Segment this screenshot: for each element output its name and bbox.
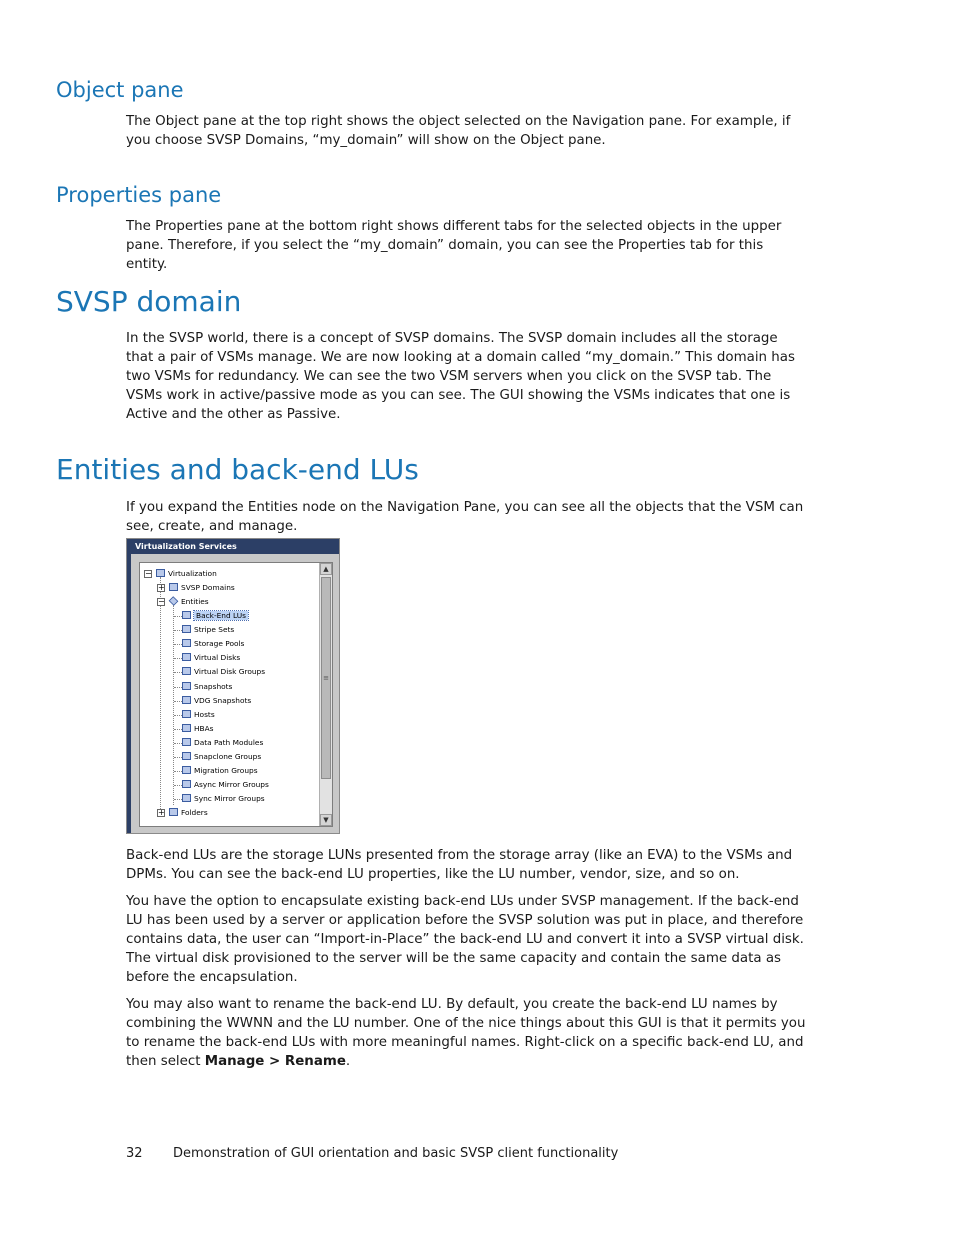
tree-node-svsp-domains[interactable]: SVSP Domains bbox=[169, 582, 235, 594]
domain-icon bbox=[169, 583, 178, 591]
expand-toggle-icon[interactable]: + bbox=[158, 808, 165, 817]
virtual-disk-group-icon bbox=[182, 667, 191, 675]
snapshot-icon bbox=[182, 682, 191, 690]
properties-pane-paragraph: The Properties pane at the bottom right shows different tabs for the selected objects in the upper pane. Therefore, if you select the “my_domain” domain, you can see the Properties tab for this entity. bbox=[126, 219, 782, 272]
dpm-icon bbox=[182, 738, 191, 746]
tree-node-vdg-snapshots[interactable]: VDG Snapshots bbox=[182, 695, 251, 707]
tree-connector bbox=[174, 616, 182, 617]
tree-connector bbox=[174, 701, 182, 702]
tree-connector bbox=[174, 687, 182, 688]
window-title: Virtualization Services bbox=[131, 539, 339, 554]
tree-node-virtualization[interactable]: Virtualization bbox=[156, 568, 217, 580]
lu-icon bbox=[182, 611, 191, 619]
tree-connector bbox=[174, 757, 182, 758]
page-number: 32 bbox=[126, 1146, 143, 1161]
entities-icon bbox=[169, 596, 179, 606]
tree-connector bbox=[174, 644, 182, 645]
collapse-toggle-icon[interactable]: − bbox=[158, 597, 165, 606]
stripe-set-icon bbox=[182, 625, 191, 633]
virtualization-icon bbox=[156, 569, 165, 577]
expand-toggle-icon[interactable]: + bbox=[158, 583, 165, 592]
snapclone-icon bbox=[182, 752, 191, 760]
virtual-disk-icon bbox=[182, 653, 191, 661]
tree-node-async-mirror-groups[interactable]: Async Mirror Groups bbox=[182, 779, 269, 791]
tree-node-entities[interactable]: Entities bbox=[169, 596, 209, 608]
svsp-domain-paragraph: In the SVSP world, there is a concept of SVSP domains. The SVSP domain includes all the storage that a pair of VSMs manage. We are now looking at a domain called “my_domain.” This domain has two VSMs for redundancy. We can see the two VSM servers when you click on the SVSP tab. The VSMs work in active/passive mode as you can see. The GUI showing the VSMs indicates that one is Active and the other as Passive. bbox=[126, 331, 795, 422]
tree-connector bbox=[160, 577, 161, 817]
window-edge bbox=[127, 539, 131, 833]
menu-path: Manage > Rename bbox=[204, 1054, 346, 1069]
rename-paragraph: You may also want to rename the back-end LU. By default, you create the back-end LU names by combining the WWNN and the LU number. One of the nice things about this GUI is that it permits you to rename the back-end LUs with more meaningful names. Right-click on a specific back-end LU, and then select Manage > Rename. bbox=[126, 997, 806, 1069]
tree-connector bbox=[174, 672, 182, 673]
object-pane-paragraph: The Object pane at the top right shows the object selected on the Navigation pane. For example, if you choose SVSP Domains, “my_domain” will show on the Object pane. bbox=[126, 114, 791, 148]
tree-node-sync-mirror-groups[interactable]: Sync Mirror Groups bbox=[182, 793, 265, 805]
migration-icon bbox=[182, 766, 191, 774]
tree-node-migration-groups[interactable]: Migration Groups bbox=[182, 765, 258, 777]
tree-node-virtual-disk-groups[interactable]: Virtual Disk Groups bbox=[182, 666, 265, 678]
tree-node-back-end-lus[interactable]: Back-End LUs bbox=[182, 610, 248, 622]
tree-node-hosts[interactable]: Hosts bbox=[182, 709, 215, 721]
collapse-toggle-icon[interactable]: − bbox=[145, 569, 152, 578]
scroll-down-button[interactable]: ▼ bbox=[320, 814, 332, 826]
tree-connector bbox=[174, 785, 182, 786]
scroll-up-button[interactable]: ▲ bbox=[320, 563, 332, 575]
tree-node-storage-pools[interactable]: Storage Pools bbox=[182, 638, 244, 650]
tree-connector bbox=[174, 771, 182, 772]
sync-mirror-icon bbox=[182, 794, 191, 802]
tree-node-hbas[interactable]: HBAs bbox=[182, 723, 214, 735]
tree-connector bbox=[174, 799, 182, 800]
host-icon bbox=[182, 710, 191, 718]
folder-icon bbox=[169, 808, 178, 816]
navigation-pane-screenshot bbox=[126, 538, 340, 834]
backend-lus-paragraph: Back-end LUs are the storage LUNs presented from the storage array (like an EVA) to the VSMs and DPMs. You can see the back-end LU properties, like the LU number, vendor, size, and so on. bbox=[126, 848, 793, 882]
heading-entities: Entities and back-end LUs bbox=[56, 453, 419, 486]
storage-pool-icon bbox=[182, 639, 191, 647]
tree-node-data-path-modules[interactable]: Data Path Modules bbox=[182, 737, 263, 749]
heading-svsp-domain: SVSP domain bbox=[56, 285, 242, 318]
vdg-snapshot-icon bbox=[182, 696, 191, 704]
entities-intro-paragraph: If you expand the Entities node on the Navigation Pane, you can see all the objects that the VSM can see, create, and manage. bbox=[126, 500, 804, 534]
tree-node-stripe-sets[interactable]: Stripe Sets bbox=[182, 624, 234, 636]
scroll-thumb[interactable]: ≡ bbox=[321, 577, 331, 779]
vertical-scrollbar[interactable] bbox=[319, 563, 332, 826]
tree-node-folders[interactable]: Folders bbox=[169, 807, 208, 819]
footer-title: Demonstration of GUI orientation and basic SVSP client functionality bbox=[173, 1146, 619, 1161]
tree-connector bbox=[174, 630, 182, 631]
heading-object-pane: Object pane bbox=[56, 78, 184, 102]
heading-properties-pane: Properties pane bbox=[56, 183, 222, 207]
tree-node-virtual-disks[interactable]: Virtual Disks bbox=[182, 652, 240, 664]
tree-connector bbox=[174, 743, 182, 744]
tree-node-snapshots[interactable]: Snapshots bbox=[182, 681, 232, 693]
tree-connector bbox=[173, 605, 174, 805]
tree-connector bbox=[174, 658, 182, 659]
async-mirror-icon bbox=[182, 780, 191, 788]
tree-node-snapclone-groups[interactable]: Snapclone Groups bbox=[182, 751, 261, 763]
encapsulation-paragraph: You have the option to encapsulate existing back-end LUs under SVSP management. If the back-end LU has been used by a server or application before the SVSP solution was put in place, and therefore contains data, the user can “Import-in-Place” the back-end LU and convert it into a SVSP virtual disk. The virtual disk provisioned to the server will be the same capacity and contain the same data as before the encapsulation. bbox=[126, 894, 804, 985]
hba-icon bbox=[182, 724, 191, 732]
navigation-tree[interactable] bbox=[139, 562, 333, 827]
tree-connector bbox=[174, 715, 182, 716]
tree-connector bbox=[174, 729, 182, 730]
